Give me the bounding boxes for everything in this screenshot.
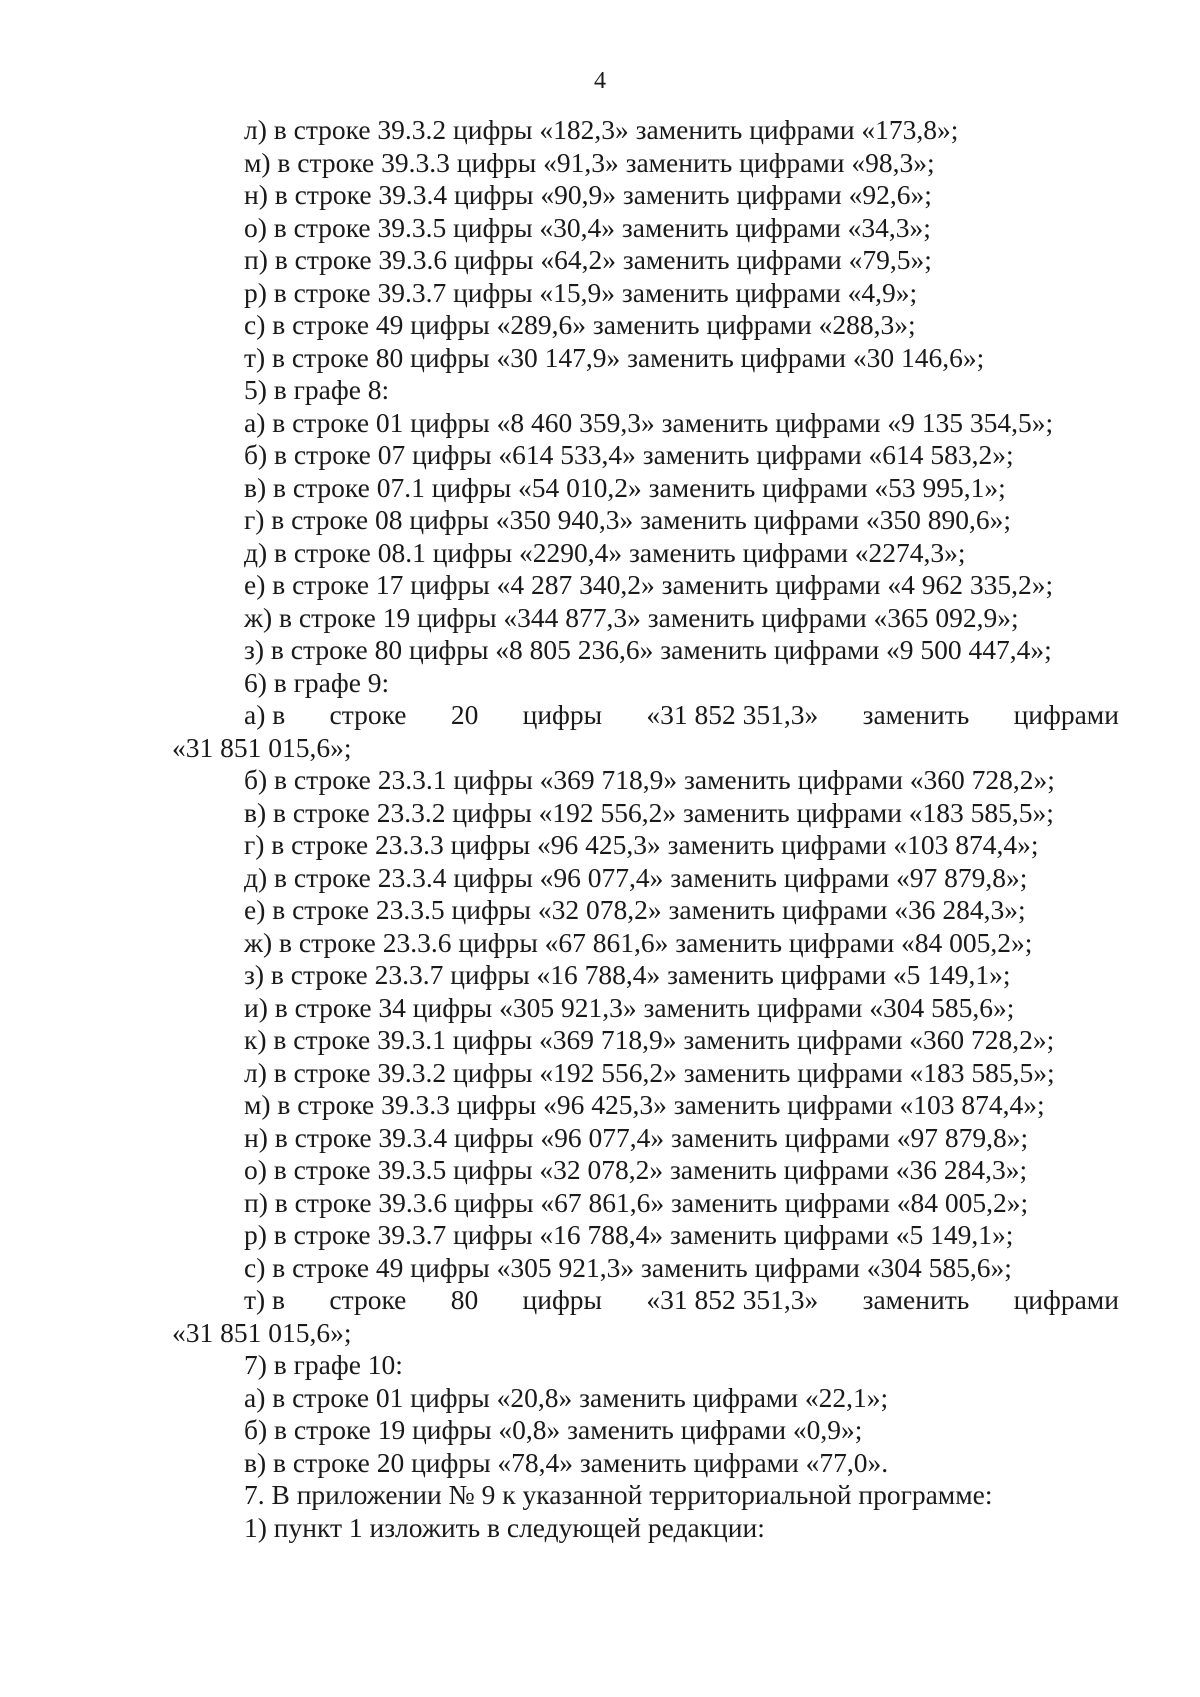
section-heading: 5) в графе 8: — [244, 374, 390, 405]
text-line: о) в строке 39.3.5 цифры «30,4» заменить цифрами «34,3»; — [244, 211, 931, 243]
text-line: д) в строке 08.1 цифры «2290,4» заменить цифрами «2274,3»; — [244, 536, 966, 568]
word: строке — [329, 699, 407, 730]
text-line: 7. В приложении № 9 к указанной территориальной программе: — [244, 1479, 993, 1510]
text-line: з) в строке 80 цифры «8 805 236,6» заменить цифрами «9 500 447,4»; — [244, 634, 1052, 665]
word: заменить — [862, 699, 970, 730]
word: цифрами — [1013, 1284, 1119, 1315]
text-line: л) в строке 39.3.2 цифры «182,3» заменить цифрами «173,8»; — [244, 114, 959, 145]
text-line: о) в строке 39.3.5 цифры «32 078,2» заменить цифрами «36 284,3»; — [244, 1154, 1028, 1185]
text-line: н) в строке 39.3.4 цифры «90,9» заменить цифрами «92,6»; — [244, 179, 932, 210]
word: строке — [329, 1284, 407, 1315]
text-line: е) в строке 17 цифры «4 287 340,2» заменить цифрами «4 962 335,2»; — [244, 569, 1054, 600]
text-line: п) в строке 39.3.6 цифры «64,2» заменить цифрами «79,5»; — [244, 244, 932, 275]
section-heading: 7) в графе 10: — [244, 1349, 403, 1380]
text-line: с) в строке 49 цифры «289,6» заменить цифрами «288,3»; — [244, 309, 916, 340]
text-line: н) в строке 39.3.4 цифры «96 077,4» заменить цифрами «97 879,8»; — [244, 1121, 1029, 1153]
text-line: м) в строке 39.3.3 цифры «91,3» заменить цифрами «98,3»; — [244, 146, 935, 178]
text-line: с) в строке 49 цифры «305 921,3» заменить цифрами «304 585,6»; — [244, 1251, 1012, 1283]
text-line: ж) в строке 19 цифры «344 877,3» заменить цифрами «365 092,9»; — [244, 601, 1019, 633]
word: «31 852 351,3» — [646, 1284, 819, 1315]
text-line: г) в строке 23.3.3 цифры «96 425,3» заменить цифрами «103 874,4»; — [244, 829, 1039, 860]
text-line: г) в строке 08 цифры «350 940,3» заменить цифрами «350 890,6»; — [244, 504, 1011, 535]
text-line: л) в строке 39.3.2 цифры «192 556,2» заменить цифрами «183 585,5»; — [244, 1056, 1055, 1088]
page-number: 4 — [594, 68, 606, 94]
word: заменить — [862, 1284, 970, 1315]
word: цифры — [522, 699, 603, 730]
text-line: з) в строке 23.3.7 цифры «16 788,4» заменить цифрами «5 149,1»; — [244, 959, 1011, 990]
text-line: в) в строке 07.1 цифры «54 010,2» заменить цифрами «53 995,1»; — [244, 471, 1006, 503]
text-line: в) в строке 20 цифры «78,4» заменить цифрами «77,0». — [244, 1446, 889, 1478]
text-line: ж) в строке 23.3.6 цифры «67 861,6» заменить цифрами «84 005,2»; — [244, 926, 1033, 958]
word: «31 852 351,3» — [646, 699, 819, 730]
text-line: б) в строке 07 цифры «614 533,4» заменить цифрами «614 583,2»; — [244, 439, 1014, 470]
text-line: б) в строке 23.3.1 цифры «369 718,9» заменить цифрами «360 728,2»; — [244, 764, 1055, 795]
justified-line — [172, 699, 1119, 732]
text-line: е) в строке 23.3.5 цифры «32 078,2» заменить цифрами «36 284,3»; — [244, 894, 1026, 925]
continuation-line: «31 851 015,6»; — [172, 731, 352, 763]
text-line: к) в строке 39.3.1 цифры «369 718,9» заменить цифрами «360 728,2»; — [244, 1024, 1055, 1055]
document-body — [172, 114, 1119, 1544]
word: цифрами — [1013, 699, 1119, 730]
word: цифры — [522, 1284, 603, 1315]
text-line: в) в строке 23.3.2 цифры «192 556,2» заменить цифрами «183 585,5»; — [244, 796, 1054, 828]
section-heading: 6) в графе 9: — [244, 666, 390, 698]
text-line: р) в строке 39.3.7 цифры «15,9» заменить цифрами «4,9»; — [244, 276, 918, 308]
text-line: а) в строке 01 цифры «20,8» заменить цифрами «22,1»; — [244, 1381, 889, 1413]
justified-line — [172, 1284, 1119, 1317]
word: а) в — [244, 699, 286, 730]
word: т) в — [244, 1284, 286, 1315]
text-line: т) в строке 80 цифры «30 147,9» заменить цифрами «30 146,6»; — [244, 341, 985, 373]
word: 80 — [450, 1284, 479, 1315]
text-line: и) в строке 34 цифры «305 921,3» заменить цифрами «304 585,6»; — [244, 991, 1015, 1023]
text-line: б) в строке 19 цифры «0,8» заменить цифрами «0,9»; — [244, 1414, 863, 1445]
text-line: а) в строке 01 цифры «8 460 359,3» заменить цифрами «9 135 354,5»; — [244, 406, 1054, 438]
text-line: р) в строке 39.3.7 цифры «16 788,4» заменить цифрами «5 149,1»; — [244, 1219, 1014, 1250]
continuation-line: «31 851 015,6»; — [172, 1316, 352, 1348]
text-line: п) в строке 39.3.6 цифры «67 861,6» заменить цифрами «84 005,2»; — [244, 1186, 1029, 1218]
text-line: 1) пункт 1 изложить в следующей редакции: — [244, 1511, 765, 1543]
word: 20 — [450, 699, 479, 730]
text-line: м) в строке 39.3.3 цифры «96 425,3» заменить цифрами «103 874,4»; — [244, 1089, 1045, 1120]
text-line: д) в строке 23.3.4 цифры «96 077,4» заменить цифрами «97 879,8»; — [244, 861, 1028, 893]
